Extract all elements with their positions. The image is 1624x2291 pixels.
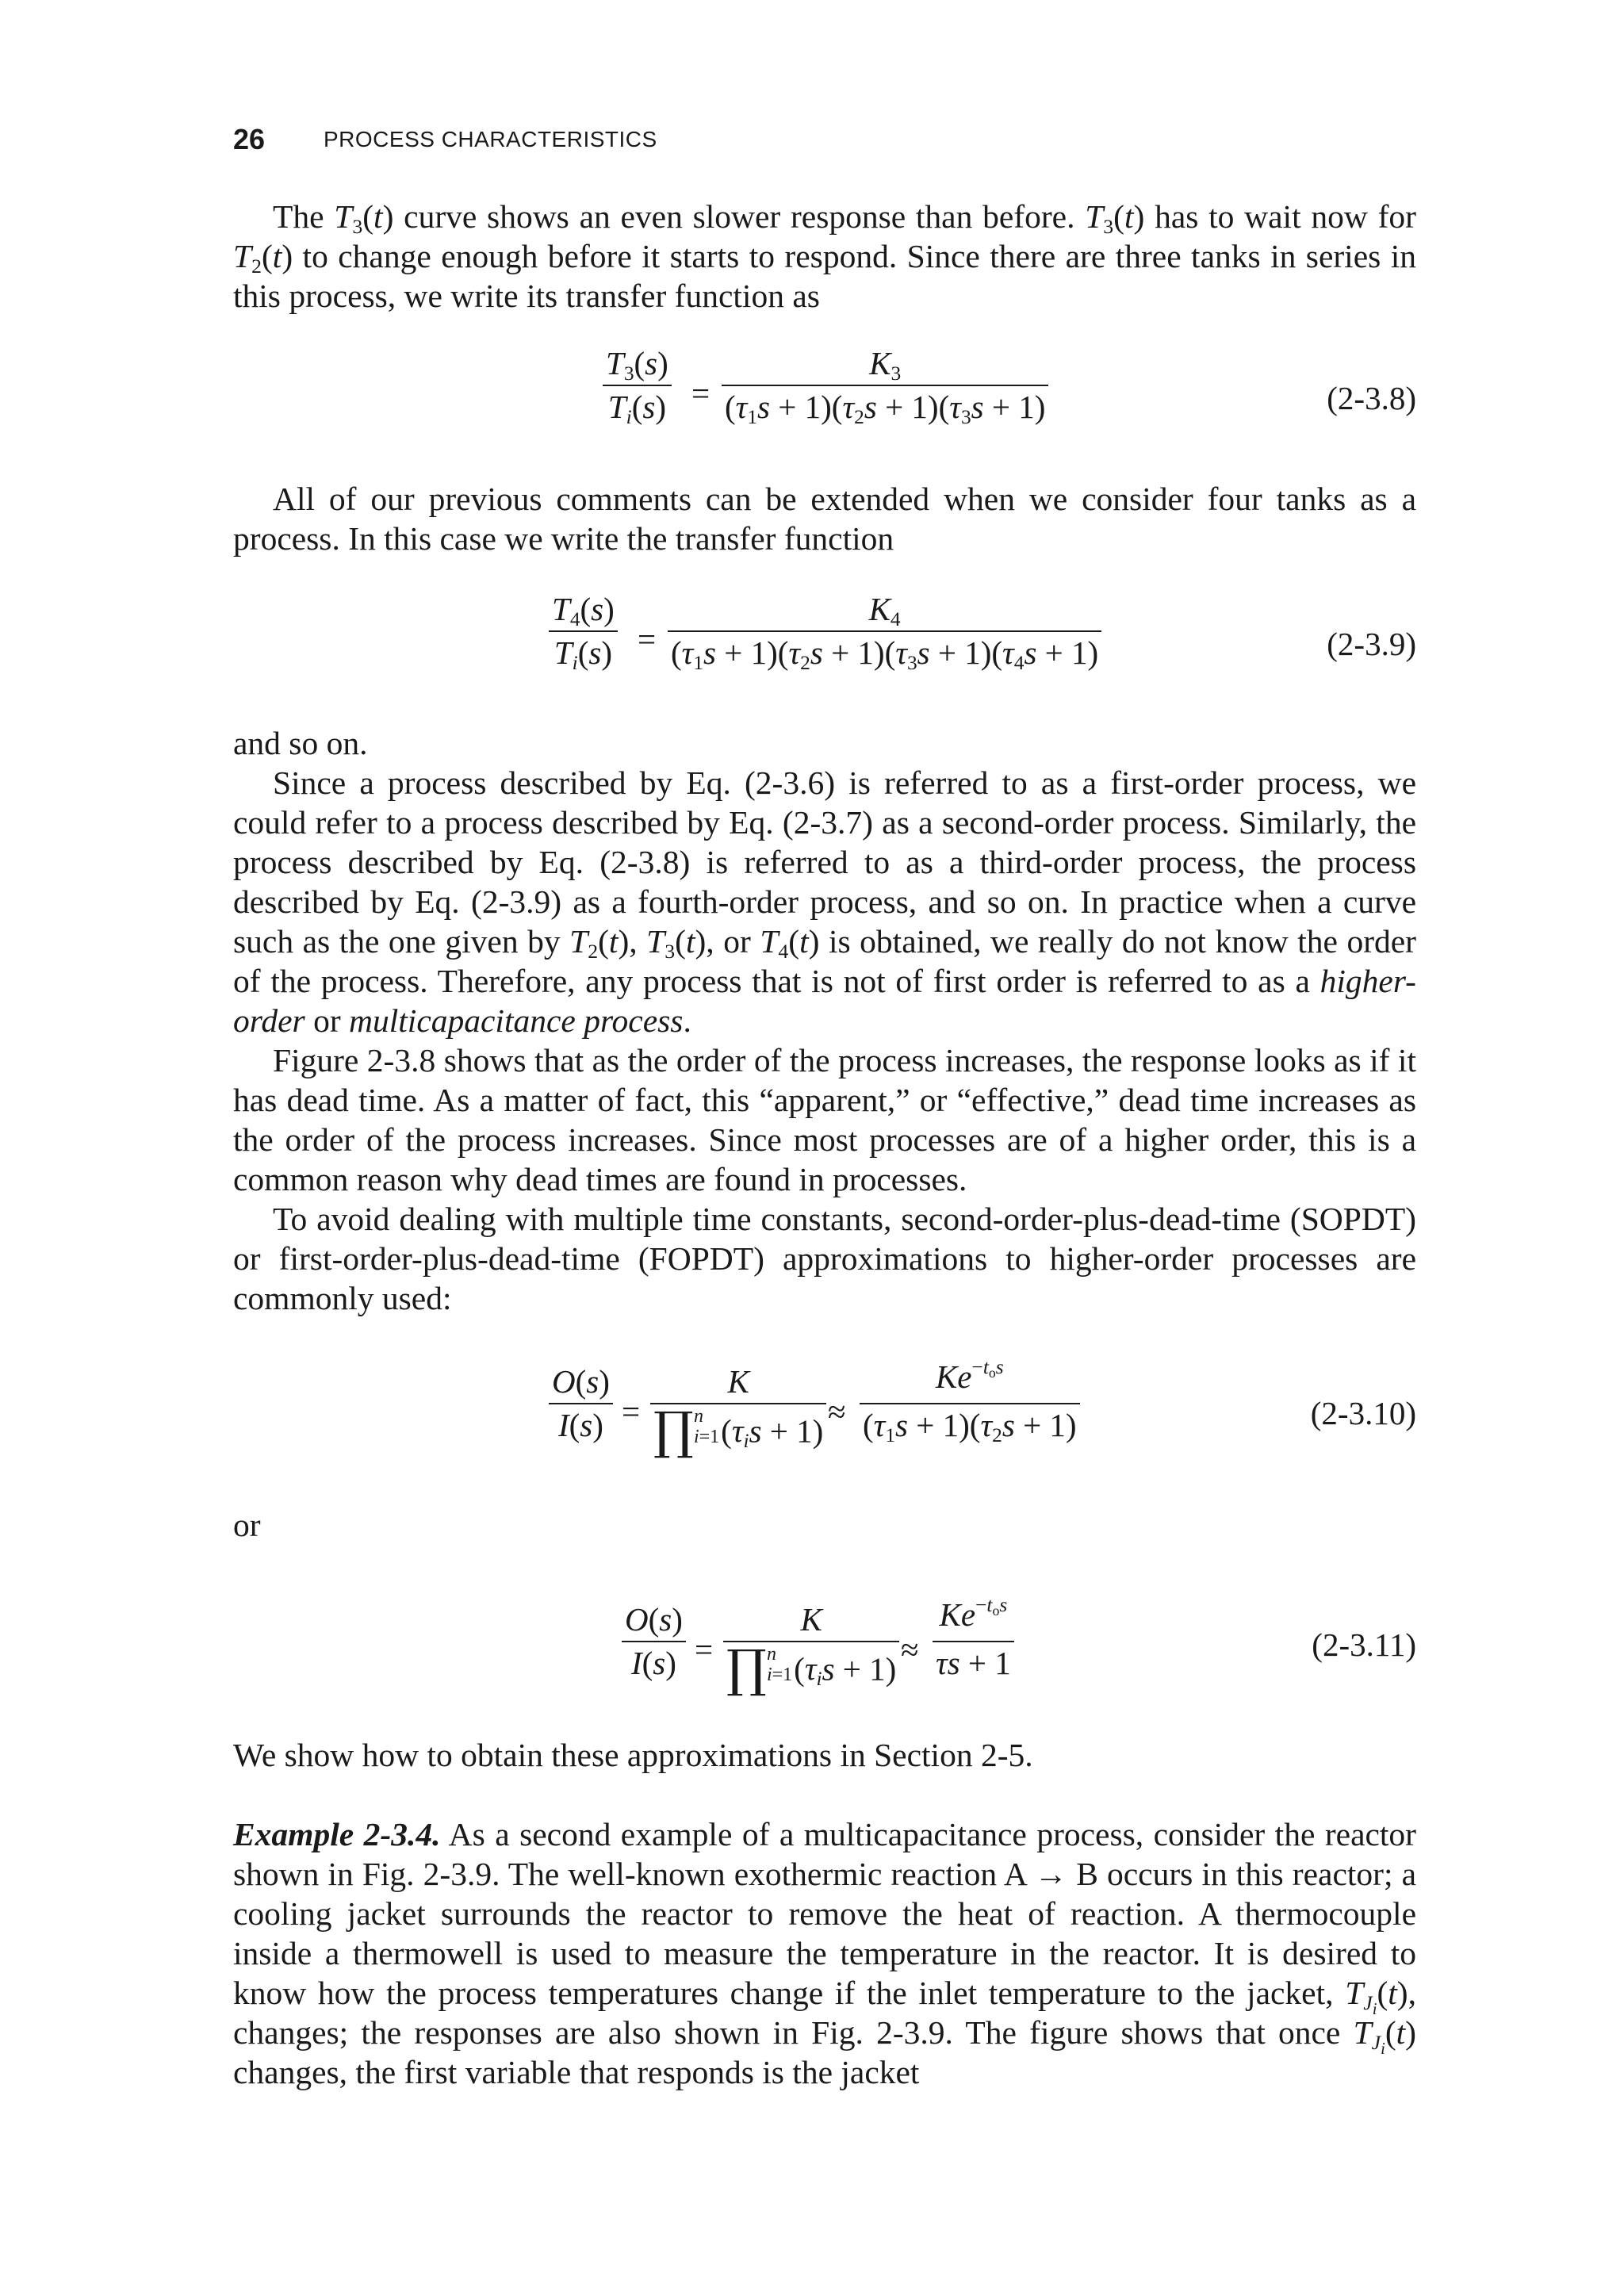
equation-2-3-11: $\frac{O(s)}{I(s)}$ = K ∏n $i=1(\tau_is + 1)$ ≈ $Ke^{-t_os}$ τs + 1: [622, 1603, 1034, 1714]
equation-2-3-8: $\frac{T_3(s)}{T_i(s)}$ = $\frac{K_3}{(\tau_1s + 1)(\tau_2s + 1)(\tau_3s + 1)}$: [603, 347, 1047, 442]
approximation-note: We show how to obtain these approximations in Section 2-5.: [233, 1737, 1033, 1773]
equation-number: (2-3.11): [1312, 1626, 1416, 1663]
paragraph-process-order: and so on. Since a process described by Eq. (2-3.6) is referred to as a first-order process, we could refer to a process described by Eq. (2-3.7) as a second-order process. Similarly, the process described by Eq. (2-3.8) is referred to as a third-order process, the process described by Eq. (2-3.9) as a fourth-order process, and so on. In practice when a curve such as the one given by $T_2(t)$, $T_3(t)$, or $T_4(t)$ is obtained, we really do not know the order of the process. Therefore, any process that is not of first order is referred to as a higher-order or multicapacitance process. Figure 2-3.8 shows that as the order of the process increases, the response looks as if it has dead time. As a matter of fact, this “apparent,” or “effective,” dead time increases as the order of the process increases. Since most processes are of a higher order, this is a common reason why dead times are found in processes. To avoid dealing with multiple time constants, second-order-plus-dead-time (SOPDT) or first-order-plus-dead-time (FOPDT) approximations to higher-order processes are commonly used:: [233, 725, 1417, 1316]
equation-2-3-9: $\frac{T_4(s)}{T_i(s)}$ = $\frac{K_4}{(\tau_1s + 1)(\tau_2s + 1)(\tau_3s + 1)(\tau_4s + 1)}$: [549, 593, 1104, 688]
equation-2-3-10: $\frac{O(s)}{I(s)}$ = K ∏n $i=1(\tau_is + 1)$ ≈ $Ke^{-t_os}$ $(\tau_1s + 1)(\tau_2s + 1)$: [549, 1366, 1120, 1477]
example-2-3-4: Example 2-3.4. As a second example of a multicapacitance process, consider the reactor shown in Fig. 2-3.9. The well-known exothermic reaction A → B occurs in this reactor; a cooling jacket surrounds the reactor to remove the heat of reaction. A thermocouple inside a thermowell is used to measure the temperature in the reactor. It is desired to know how the process temperatures change if the inlet temperature to the jacket, $T_{J_i}(t)$, changes; the responses are also shown in Fig. 2-3.9. The figure shows that once $T_{J_i}(t)$ changes, the first variable that responds is the jacket: [233, 1816, 1417, 2090]
equation-number: (2-3.9): [1327, 626, 1416, 662]
running-title: PROCESS CHARACTERISTICS: [324, 127, 657, 151]
equation-number: (2-3.8): [1327, 380, 1416, 416]
paragraph-four-tanks: All of our previous comments can be extended when we consider four tanks as a process. In this case we write the transfer function: [233, 481, 1416, 557]
paragraph-t3-response: The $T_3(t)$ curve shows an even slower response than before. $T_3(t)$ has to wait now for $T_2(t)$ to change enough before it starts to respond. Since there are three tanks in series in this process, we write its transfer function as: [233, 198, 1416, 314]
or-line: or: [233, 1507, 261, 1543]
equation-number: (2-3.10): [1310, 1395, 1416, 1431]
and-so-on: and so on.: [233, 725, 368, 761]
page-number: 26: [233, 123, 266, 155]
